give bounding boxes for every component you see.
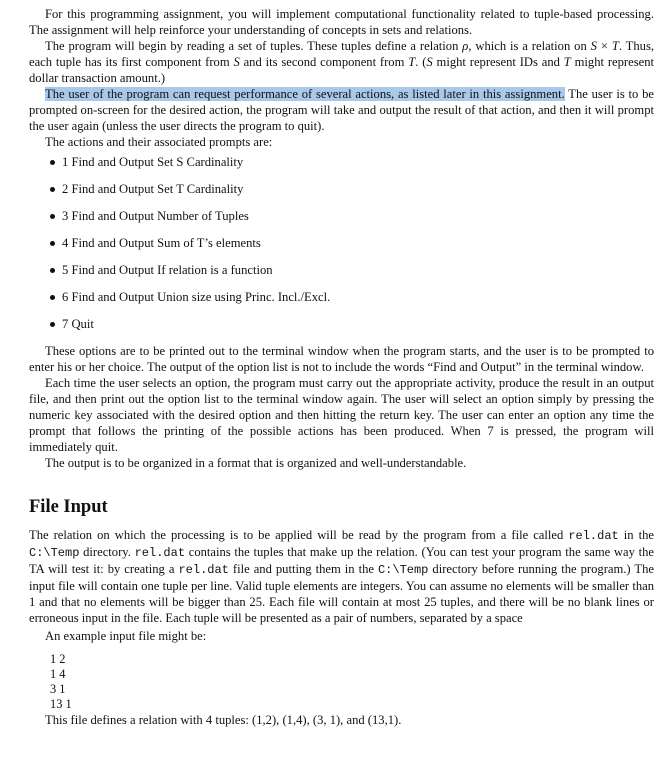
example-intro-text: An example input file might be:: [45, 629, 207, 643]
set-s-symbol: S: [233, 55, 240, 69]
p2-text-d: and its second component from: [239, 55, 409, 69]
intro-paragraph-1: [29, 6, 654, 38]
example-intro: [29, 628, 654, 644]
directory-code: C:\Temp: [377, 563, 429, 577]
p3-rest-text: The user is to be prompted on-screen for the desired action, the program will take and output the result of that action, and then it will prompt the user again (unless the user directs the program to quit).: [29, 87, 654, 133]
file-input-paragraph: [29, 527, 654, 626]
p2-text-c: . Thus, each tuple has its first component from: [29, 39, 654, 69]
section-heading-file-input: File Input: [29, 497, 108, 517]
fi-text-1: The relation on which the processing is to be applied will be read by the program from a file called: [29, 528, 569, 542]
times-symbol: ×: [596, 39, 612, 53]
fi-text-5: file and putting them in the: [228, 562, 378, 576]
options-text-2: Each time the user selects an option, the program must carry out the appropriate activity, produce the result in an output file, and then print out the option list to the terminal window again. The user will select an option simply by pressing the numeric key associated with the desired option and then hitting the return key. The user can enter an option any time the prompt that follows the printing of the possible actions has been produced. When 7 is pressed, the program will immediately quit.: [29, 376, 654, 454]
set-t-symbol: T: [563, 55, 571, 69]
p2-text-f: might represent IDs and: [432, 55, 564, 69]
set-t-symbol: T: [408, 55, 416, 69]
intro-paragraph-2: [29, 38, 654, 86]
list-item: 7 Quit: [29, 316, 654, 332]
filename-code: rel.dat: [568, 529, 619, 543]
options-text-1: These options are to be printed out to the terminal window when the program starts, and the user is to be prompted to enter his or her choice. The output of the option list is not to include the words “Find and Output” in the terminal window.: [29, 344, 654, 374]
rho-symbol: ρ: [462, 39, 469, 53]
fi-text-4: contains the tuples that make up the relation. (You can test your program the same way the TA will test it: by creating a: [29, 545, 654, 576]
list-item: 2 Find and Output Set T Cardinality: [29, 181, 654, 197]
closing-paragraph: [29, 712, 654, 728]
p2-text-a: The program will begin by reading a set of tuples. These tuples define a relation: [45, 39, 463, 53]
set-t-symbol: T: [611, 39, 619, 53]
list-item: 3 Find and Output Number of Tuples: [29, 208, 654, 224]
actions-intro-text: The actions and their associated prompts are:: [45, 135, 273, 149]
intro-paragraph-3: [29, 86, 654, 134]
set-s-symbol: S: [590, 39, 597, 53]
actions-intro: [29, 134, 654, 150]
example-file-block: [29, 652, 654, 712]
list-item: 4 Find and Output Sum of T’s elements: [29, 235, 654, 251]
p2-text-b: , which is a relation on: [468, 39, 591, 53]
example-line: 1 4: [50, 667, 66, 681]
options-list: [29, 154, 654, 332]
selected-text-highlight[interactable]: The user of the program can request performance of several actions, as listed later in this assignment.: [45, 87, 565, 101]
p2-text-g: might represent dollar transaction amount.): [29, 55, 654, 85]
example-line: 1 2: [50, 652, 66, 666]
set-s-symbol: S: [426, 55, 433, 69]
document-page: [29, 0, 654, 728]
list-item: 6 Find and Output Union size using Princ. Incl./Excl.: [29, 289, 654, 305]
closing-text: This file defines a relation with 4 tuples: (1,2), (1,4), (3, 1), and (13,1).: [45, 713, 402, 727]
filename-code: rel.dat: [134, 546, 186, 560]
example-line: 13 1: [50, 697, 72, 711]
filename-code: rel.dat: [178, 563, 229, 577]
intro-text-1: For this programming assignment, you will implement computational functionality related to tuple-based processing. The assignment will help reinforce your understanding of concepts in sets and relations.: [29, 7, 654, 37]
directory-code: C:\Temp: [29, 546, 80, 560]
list-item: 5 Find and Output If relation is a function: [29, 262, 654, 278]
p2-text-e: . (: [415, 55, 427, 69]
options-paragraph-3: [29, 455, 654, 471]
options-paragraph-1: [29, 343, 654, 375]
fi-text-6: directory before running the program.) The input file will contain one tuple per line. Valid tuple elements are integers. You can assume no elements will be smaller than 1 and that no elements will be bigger than 25. Each file will contain at most 25 tuples, and there will be no blank lines or erroneous input in the file. Each tuple will be presented as a pair of numbers, separated by a space: [29, 562, 654, 625]
example-line: 3 1: [50, 682, 66, 696]
fi-text-2: in the: [618, 528, 654, 542]
options-text-3: The output is to be organized in a format that is organized and well-understandable.: [45, 456, 467, 470]
fi-text-3: directory.: [79, 545, 135, 559]
options-paragraph-2: [29, 375, 654, 455]
list-item: 1 Find and Output Set S Cardinality: [29, 154, 654, 170]
